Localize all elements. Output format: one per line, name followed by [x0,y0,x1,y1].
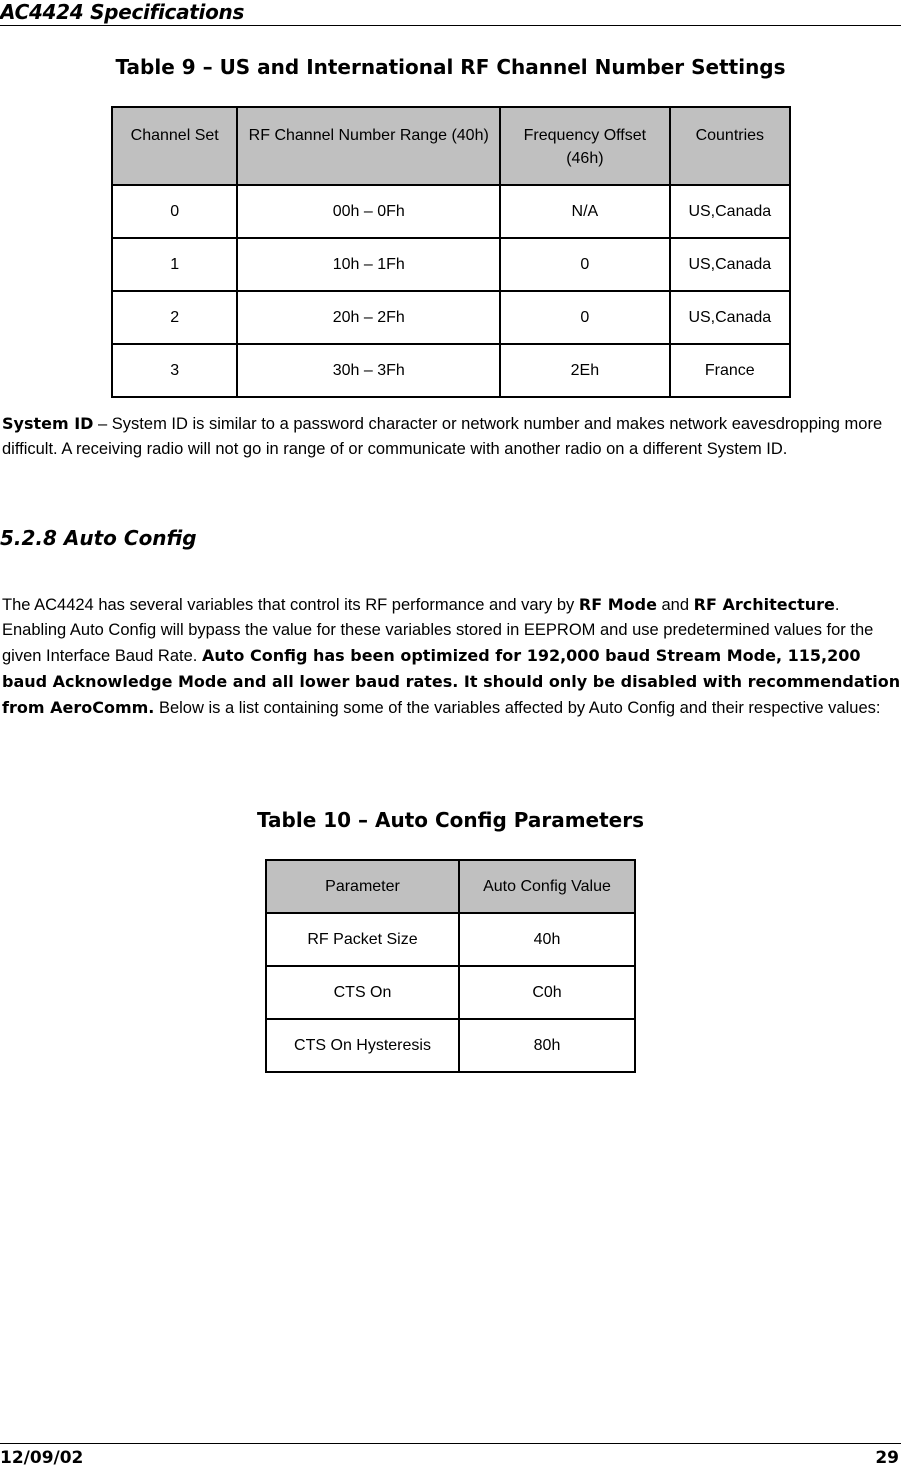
table9-header-cell: RF Channel Number Range (40h) [237,107,500,185]
table-cell: C0h [459,966,635,1019]
auto-config-bold-note: Auto Config has been optimized for 192,000 baud Stream Mode, 115,200 baud Acknowledge Mode and all lower baud rates. It should only be disabled with recommendation from AeroComm. [2,646,901,717]
auto-config-text: . Enabling Auto Config will bypass the value for these variables stored in EEPROM and use predetermined values for the given Interface Baud Rate. [2,596,874,665]
table10-header-cell: Auto Config Value [459,860,635,913]
rf-architecture-term: RF Architecture [693,595,835,614]
table-row [266,913,635,966]
table-row [112,185,790,238]
table-cell: RF Packet Size [266,913,459,966]
page-number: 29 [875,1448,899,1468]
auto-config-text: Below is a list containing some of the variables affected by Auto Config and their respective values: [154,699,881,717]
rf-mode-term: RF Mode [578,595,657,614]
system-id-term: System ID [2,414,94,433]
page-footer [0,1443,901,1468]
table9 [111,106,791,398]
table9-header-cell: Channel Set [112,107,237,185]
system-id-text: – System ID is similar to a password character or network number and makes network eavesdropping more difficult. A receiving radio will not go in range of or communicate with another radio on a different System ID. [2,415,883,458]
table-row [112,238,790,291]
table-cell: US,Canada [670,291,790,344]
table-cell: 30h – 3Fh [237,344,500,397]
table-row [112,291,790,344]
system-id-paragraph [2,411,901,462]
header-title: AC4424 Specifications [0,0,245,24]
footer-date: 12/09/02 [0,1448,84,1468]
table-row [112,344,790,397]
table-cell: 80h [459,1019,635,1072]
table10-caption: Table 10 – Auto Config Parameters [256,808,645,832]
auto-config-text: The AC4424 has several variables that control its RF performance and vary by [2,596,579,614]
table-cell: 10h – 1Fh [237,238,500,291]
auto-config-text: and [656,596,694,614]
table9-caption: Table 9 – US and International RF Channel Number Settings [115,55,786,79]
table-cell: CTS On Hysteresis [266,1019,459,1072]
table-row [266,966,635,1019]
table-cell: 2 [112,291,237,344]
table9-header-row [112,107,790,185]
table-cell: US,Canada [670,238,790,291]
table-cell: CTS On [266,966,459,1019]
table-cell: 40h [459,913,635,966]
section-heading: 5.2.8 Auto Config [0,526,197,550]
table-cell: 0 [112,185,237,238]
table10-header-row [266,860,635,913]
page-header [0,0,901,26]
table-cell: 1 [112,238,237,291]
table-cell: France [670,344,790,397]
table10-header-cell: Parameter [266,860,459,913]
table-cell: N/A [500,185,670,238]
table-cell: 3 [112,344,237,397]
table-cell: 00h – 0Fh [237,185,500,238]
table-cell: 20h – 2Fh [237,291,500,344]
table9-header-cell: Frequency Offset (46h) [500,107,670,185]
table-cell: US,Canada [670,185,790,238]
table-row [266,1019,635,1072]
table-cell: 0 [500,291,670,344]
table9-header-cell: Countries [670,107,790,185]
table-cell: 2Eh [500,344,670,397]
auto-config-paragraph [2,592,901,721]
table10 [265,859,636,1073]
table-cell: 0 [500,238,670,291]
